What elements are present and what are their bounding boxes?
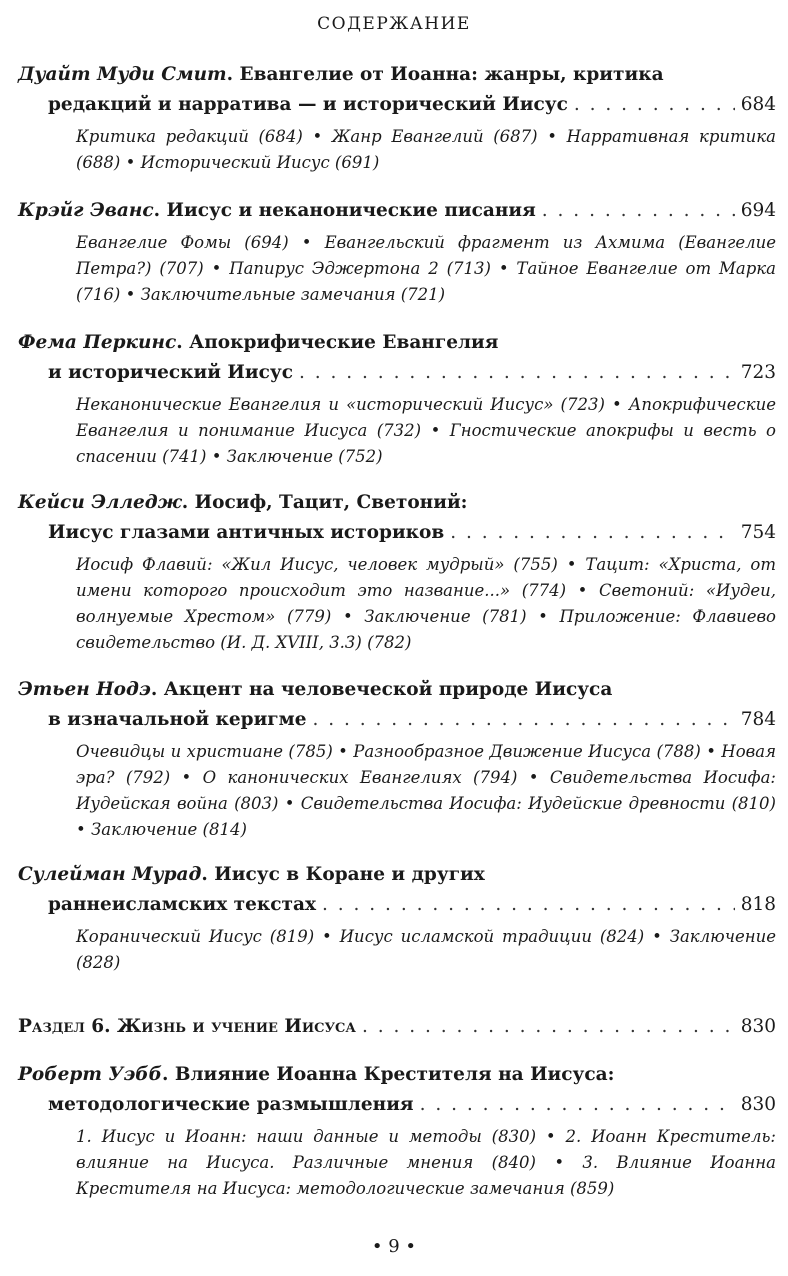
entry-title-line — [48, 705, 776, 735]
entry-subsections: 1. Иисус и Иоанн: наши данные и методы (830) • 2. Иоанн Креститель: влияние на Иисуса. Различные мнения (840) • 3. Влияние Иоанна Крестителя на Иисуса: методологические замечания (859) — [76, 1127, 776, 1198]
entry-author: Крэйг Эванс — [18, 200, 154, 221]
entry-title-part1: . Влияние Иоанна Крестителя на Иисуса: — [162, 1064, 615, 1085]
entry-title-part2: и исторический Иисус — [48, 362, 293, 383]
entry-heading — [18, 60, 776, 90]
dot-leader — [574, 90, 735, 120]
entry-author: Сулейман Мурад — [18, 864, 202, 885]
entry-page-number: 830 — [740, 1094, 776, 1115]
section-title: Раздел 6. Жизнь и учение Иисуса — [18, 1016, 356, 1037]
dot-leader — [322, 890, 735, 920]
entry-page-number: 694 — [740, 200, 776, 221]
entry-heading — [18, 675, 776, 705]
page-header: СОДЕРЖАНИЕ — [317, 14, 471, 34]
section-page-number: 830 — [740, 1016, 776, 1037]
entry-title-part1: . Евангелие от Иоанна: жанры, критика — [226, 64, 664, 85]
toc-entry — [18, 196, 776, 308]
entry-title-part2: редакций и нарратива — и исторический Иисус — [48, 94, 568, 115]
entry-title-part2: раннеисламских текстах — [48, 894, 317, 915]
entry-subsections: Критика редакций (684) • Жанр Евангелий (687) • Нарративная критика (688) • Исторический Иисус (691) — [76, 127, 776, 172]
dot-leader — [313, 705, 735, 735]
entry-subsections: Очевидцы и христиане (785) • Разнообразное Движение Иисуса (788) • Новая эра? (792) • О канонических Евангелиях (794) • Свидетельства Иосифа: Иудейская война (803) • Свидетельства Иосифа: Иудейские древности (810) • Заключение (814) — [76, 742, 776, 839]
entry-page-number: 784 — [740, 709, 776, 730]
entry-author: Кейси Элледж — [18, 492, 182, 513]
entry-author: Дуайт Муди Смит — [18, 64, 227, 85]
entry-title-part2: методологические размышления — [48, 1094, 414, 1115]
entry-subsections: Иосиф Флавий: «Жил Иисус, человек мудрый» (755) • Тацит: «Христа, от имени которого происходит это название...» (774) • Светоний: «Иудеи, волнуемые Хрестом» (779) • Заключение (781) • Приложение: Флавиево свидетельство (И. Д. XVIII, 3.3) (782) — [76, 555, 776, 652]
toc-entry — [18, 60, 776, 176]
entry-title-part1: . Иосиф, Тацит, Светоний: — [181, 492, 468, 513]
entry-subsections: Коранический Иисус (819) • Иисус исламской традиции (824) • Заключение (828) — [76, 927, 776, 972]
toc-entry — [18, 860, 776, 976]
entry-page-number: 684 — [740, 94, 776, 115]
entry-title-part1: . Апокрифические Евангелия — [176, 332, 499, 353]
entry-author: Этьен Нодэ — [18, 679, 151, 700]
dot-leader — [362, 1012, 735, 1042]
toc-entry — [18, 328, 776, 470]
dot-leader — [420, 1090, 735, 1120]
entry-title-part2: в изначальной керигме — [48, 709, 307, 730]
entry-title-part1: . Иисус в Коране и других — [201, 864, 485, 885]
entry-title-line — [48, 518, 776, 548]
dot-leader — [450, 518, 734, 548]
toc-entry — [18, 1060, 776, 1202]
entry-heading — [18, 860, 776, 890]
entry-subsections: Евангелие Фомы (694) • Евангельский фрагмент из Ахмима (Евангелие Петра?) (707) • Папирус Эджертона 2 (713) • Тайное Евангелие от Марка (716) • Заключительные замечания (721) — [76, 233, 776, 304]
toc-section — [18, 1012, 776, 1042]
dot-leader — [542, 196, 735, 226]
toc-entry — [18, 488, 776, 656]
entry-title-part2: Иисус глазами античных историков — [48, 522, 445, 543]
entry-title-part1: . Акцент на человеческой природе Иисуса — [150, 679, 613, 700]
entry-title-line — [48, 90, 776, 120]
dot-leader — [299, 358, 735, 388]
toc-entry — [18, 675, 776, 843]
section-title-line — [18, 1012, 776, 1042]
entry-heading — [18, 196, 536, 226]
entry-page-number: 818 — [740, 894, 776, 915]
entry-title-line — [18, 196, 776, 226]
entry-heading — [18, 1060, 776, 1090]
entry-title-line — [48, 890, 776, 920]
entry-author: Фема Перкинс — [18, 332, 177, 353]
entry-title-part2: . Иисус и неканонические писания — [153, 200, 536, 221]
entry-heading — [18, 328, 776, 358]
entry-heading — [18, 488, 776, 518]
entry-title-line — [48, 358, 776, 388]
entry-page-number: 723 — [740, 362, 776, 383]
page-number-footer: • 9 • — [371, 1236, 417, 1257]
entry-page-number: 754 — [740, 522, 776, 543]
entry-title-line — [48, 1090, 776, 1120]
entry-author: Роберт Уэбб — [18, 1064, 162, 1085]
entry-subsections: Неканонические Евангелия и «исторический Иисус» (723) • Апокрифические Евангелия и понимание Иисуса (732) • Гностические апокрифы и весть о спасении (741) • Заключение (752) — [76, 395, 776, 466]
